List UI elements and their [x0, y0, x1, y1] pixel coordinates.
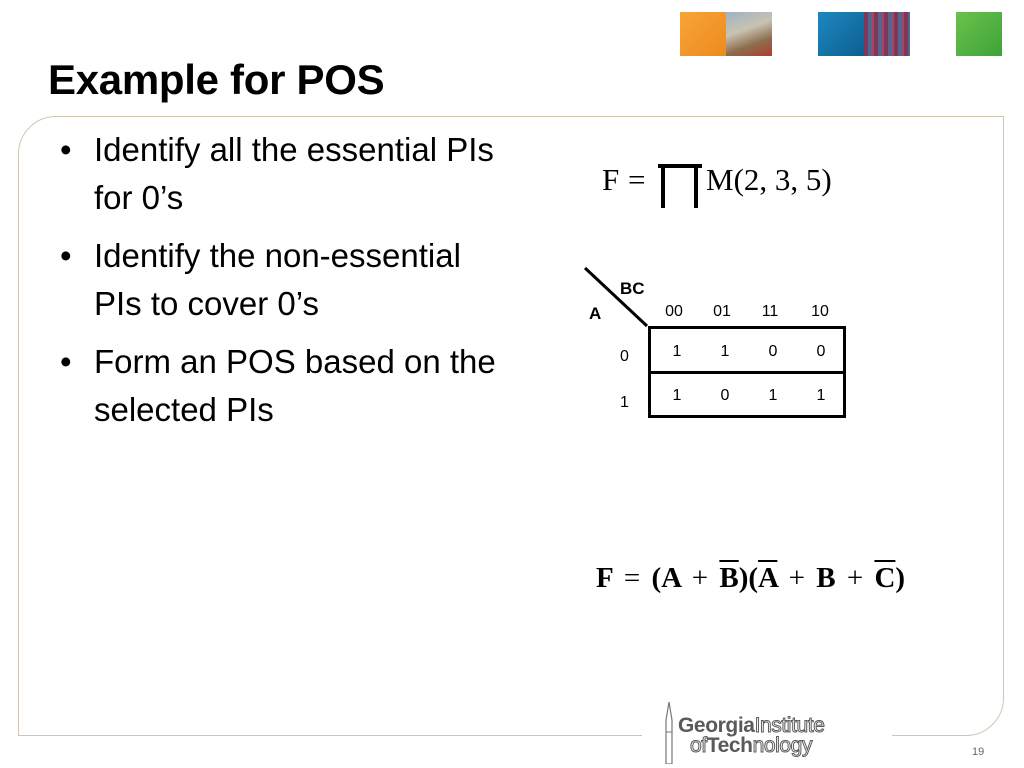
bullet-icon: •	[60, 343, 72, 380]
bullet-text: Identify all the essential PIs for 0’s	[94, 131, 494, 216]
formula-term: B	[816, 562, 836, 594]
slide-title: Example for POS	[48, 56, 385, 103]
kmap-cell: 1	[672, 343, 682, 360]
bullet-icon: •	[60, 131, 72, 168]
bullet-icon: •	[60, 237, 72, 274]
formula-operator: +	[691, 562, 709, 594]
formula-lhs: F	[602, 162, 620, 197]
kmap-cell: 0	[816, 343, 826, 360]
logo-word-nology: nology	[752, 734, 813, 757]
kmap-cell: 0	[720, 387, 730, 404]
pos-formula	[602, 160, 862, 216]
formula-operator: +	[846, 562, 864, 594]
product-symbol-icon	[658, 160, 702, 210]
logo-word-of: of	[690, 734, 707, 757]
kmap-diagonal-line	[585, 268, 586, 269]
bullet-item	[58, 232, 508, 328]
logo-word-tech: Tech	[706, 734, 753, 757]
bullet-text: Form an POS based on the selected PIs	[94, 343, 496, 428]
kmap-col-variable: BC	[620, 279, 645, 298]
kmap-col-header: 11	[761, 303, 779, 320]
formula-operator: =	[623, 562, 641, 594]
result-formula	[596, 562, 905, 595]
kmap-grid	[648, 326, 846, 418]
formula-term-complemented: $\overline{B}$	[719, 562, 739, 594]
formula-term: )(	[738, 562, 759, 594]
bullet-text: Identify the non-essential PIs to cover 0’s	[94, 237, 461, 322]
formula-rhs: M(2, 3, 5)	[706, 162, 832, 197]
header-circuit-photo	[864, 12, 910, 56]
logo-word-institute: Institute	[754, 714, 825, 737]
kmap-row-variable: A	[589, 304, 602, 323]
kmap-col-header: 10	[811, 303, 829, 320]
formula-term: F	[596, 562, 613, 594]
page-number: 19	[972, 746, 985, 758]
formula-term-complemented: $\overline{A}$	[758, 562, 778, 594]
bullet-item	[58, 126, 508, 222]
kmap-row-header: 0	[620, 348, 629, 365]
tech-tower-icon	[662, 702, 676, 764]
kmap-cell: 1	[768, 387, 778, 404]
header-blue-square	[818, 12, 864, 56]
formula-term-complemented: $\overline{C}$	[874, 562, 896, 594]
kmap-cell: 1	[816, 387, 826, 404]
header-orange-square	[680, 12, 726, 56]
kmap-col-header: 01	[713, 303, 731, 320]
formula-term: (A	[651, 562, 681, 594]
formula-term: )	[895, 562, 906, 594]
logo-word-georgia: Georgia	[678, 714, 755, 737]
formula-operator: +	[788, 562, 805, 594]
kmap-cell: 0	[768, 343, 778, 360]
kmap-row-header: 1	[620, 394, 629, 411]
kmap-cell: 1	[672, 387, 682, 404]
kmap-col-header: 00	[665, 303, 683, 320]
header-green-square	[956, 12, 1002, 56]
bullet-list	[58, 126, 508, 444]
bullet-item	[58, 338, 508, 434]
kmap-cell: 1	[720, 343, 730, 360]
formula-equals: =	[628, 162, 646, 197]
logo-line2	[690, 734, 812, 758]
header-campus-photo	[726, 12, 772, 56]
